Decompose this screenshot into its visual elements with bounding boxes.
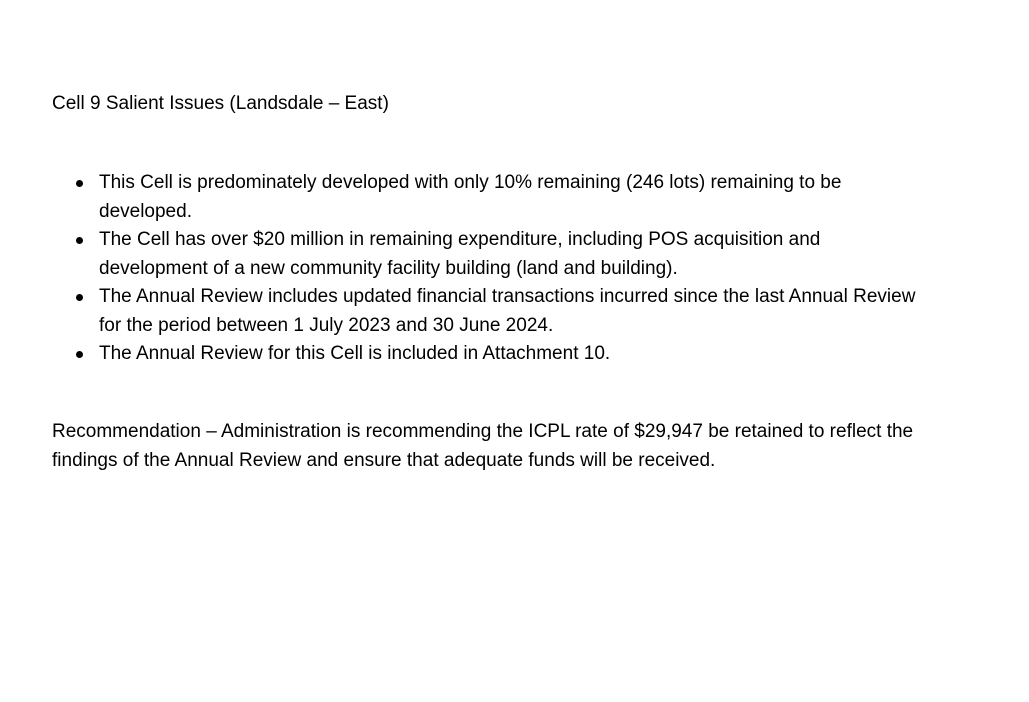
- bullet-icon: [76, 237, 83, 244]
- list-item-text: The Annual Review for this Cell is included in Attachment 10.: [99, 343, 611, 364]
- list-item-text: The Cell has over $20 million in remaining expenditure, including POS acquisition and development of a new community facility building (land and building).: [99, 229, 821, 279]
- section-heading: Cell 9 Salient Issues (Landsdale – East): [52, 93, 389, 114]
- recommendation-paragraph: Recommendation – Administration is recommending the ICPL rate of $29,947 be retained to reflect the findings of the Annual Review and ensure that adequate funds will be received.: [52, 421, 914, 471]
- list-item-text: The Annual Review includes updated financial transactions incurred since the last Annual Review for the period between 1 July 2023 and 30 June 2024.: [99, 286, 916, 336]
- list-item-text: This Cell is predominately developed with only 10% remaining (246 lots) remaining to be developed.: [99, 172, 842, 222]
- list-item: [52, 169, 932, 226]
- bullet-icon: [76, 294, 83, 301]
- bullet-icon: [76, 351, 83, 358]
- list-item: [52, 226, 932, 283]
- salient-issues-list: [52, 169, 932, 369]
- list-item: [52, 340, 932, 369]
- list-item: [52, 283, 932, 340]
- bullet-icon: [76, 180, 83, 187]
